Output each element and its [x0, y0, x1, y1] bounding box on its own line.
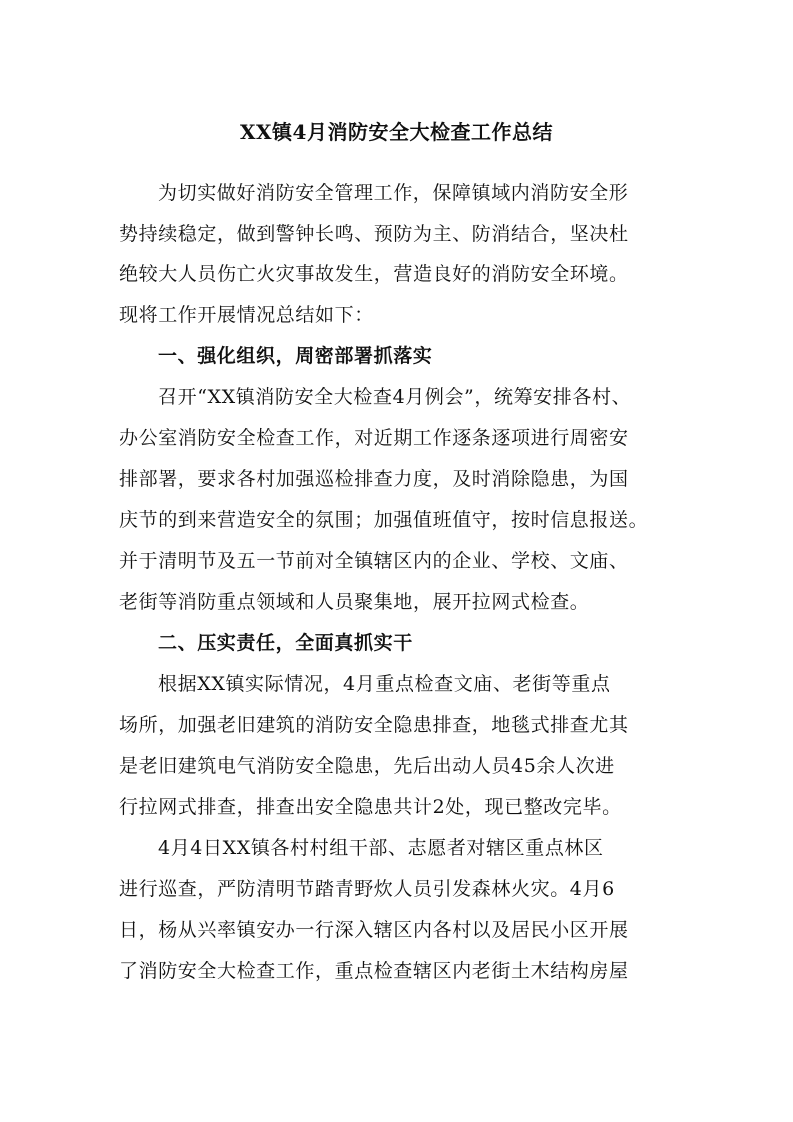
paragraph-line: 势持续稳定，做到警钟长鸣、预防为主、防消结合，坚决杜: [119, 223, 629, 245]
paragraph-line: 排部署，要求各村加强巡检排查力度，及时消除隐患，为国: [119, 468, 629, 490]
paragraph-line: 场所，加强老旧建筑的消防安全隐患排查，地毯式排查尤其: [119, 714, 629, 736]
section-heading: 一、强化组织，周密部署抓落实: [158, 345, 433, 367]
paragraph-line: 为切实做好消防安全管理工作，保障镇域内消防安全形: [158, 182, 629, 204]
paragraph-line: 是老旧建筑电气消防安全隐患，先后出动人员45余人次进: [119, 755, 615, 777]
paragraph-line: 办公室消防安全检查工作，对近期工作逐条逐项进行周密安: [119, 427, 629, 449]
paragraph-line: 老街等消防重点领域和人员聚集地，展开拉网式检查。: [119, 591, 590, 613]
paragraph-line: 了消防安全大检查工作，重点检查辖区内老街土木结构房屋: [119, 960, 629, 982]
paragraph-line: 召开“XX镇消防安全大检查4月例会”，统筹安排各村、: [158, 386, 632, 408]
paragraph-line: 4月4日XX镇各村村组干部、志愿者对辖区重点林区: [158, 837, 604, 859]
paragraph-line: 绝较大人员伤亡火灾事故发生，营造良好的消防安全环境。: [119, 263, 629, 285]
document-title: XX镇4月消防安全大检查工作总结: [240, 120, 553, 144]
paragraph-line: 并于清明节及五一节前对全镇辖区内的企业、学校、文庙、: [119, 550, 629, 572]
paragraph-line: 现将工作开展情况总结如下：: [119, 304, 374, 326]
paragraph-line: 进行巡查，严防清明节踏青野炊人员引发森林火灾。4月6: [119, 878, 615, 900]
section-heading: 二、压实责任，全面真抓实干: [158, 632, 413, 654]
paragraph-line: 行拉网式排查，排查出安全隐患共计2处，现已整改完毕。: [119, 796, 622, 818]
paragraph-line: 日，杨从兴率镇安办一行深入辖区内各村以及居民小区开展: [119, 919, 629, 941]
paragraph-line: 根据XX镇实际情况，4月重点检查文庙、老街等重点: [158, 673, 611, 695]
paragraph-line: 庆节的到来营造安全的氛围；加强值班值守，按时信息报送。: [119, 509, 649, 531]
